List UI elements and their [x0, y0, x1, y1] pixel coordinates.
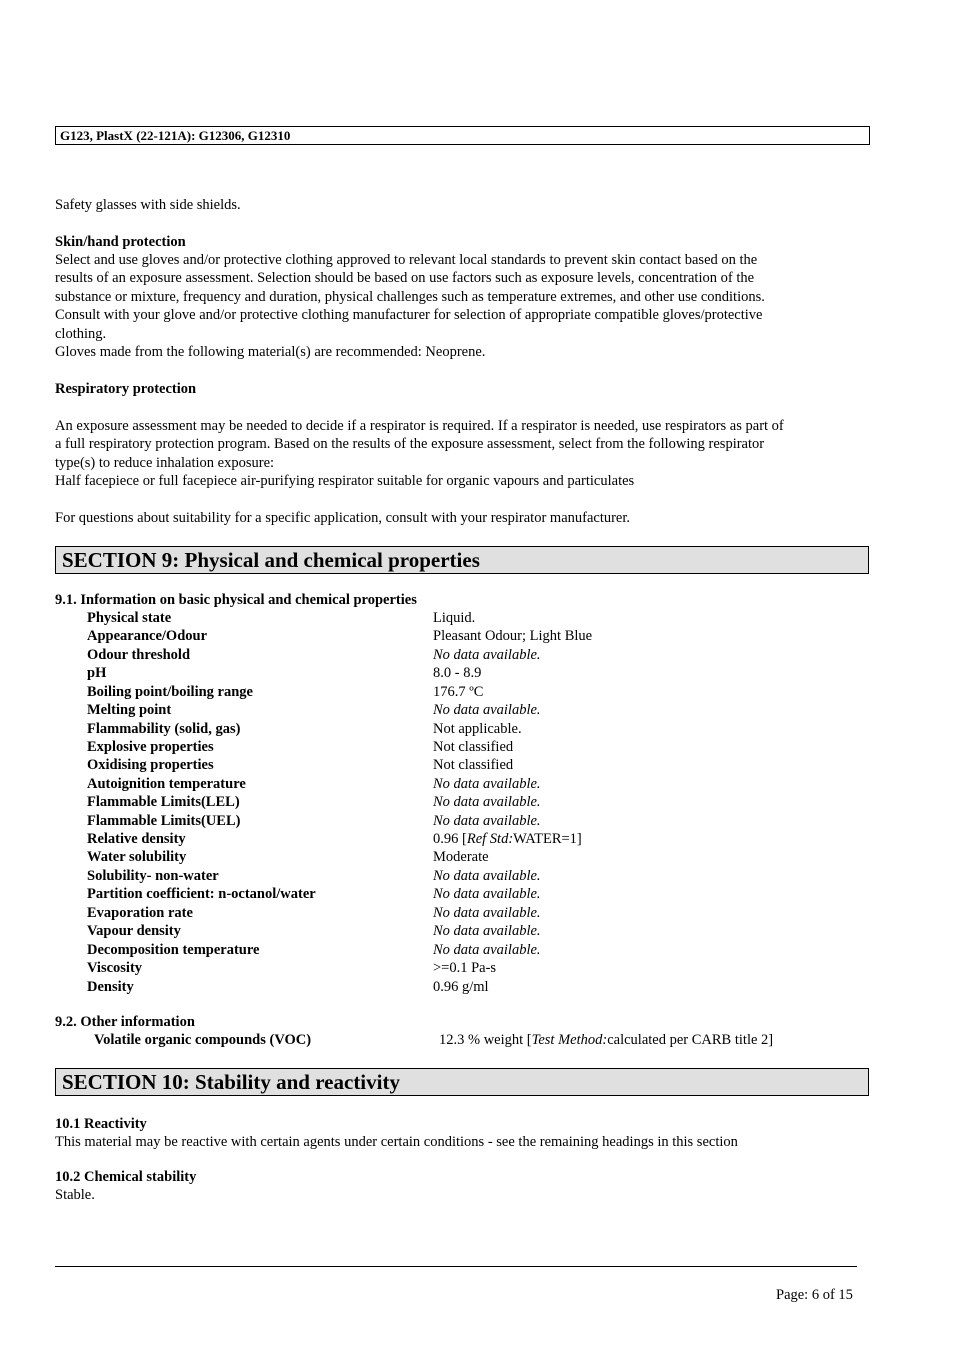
- property-value: Not applicable.: [433, 721, 522, 737]
- property-value: 0.96 g/ml: [433, 979, 489, 995]
- property-value: >=0.1 Pa-s: [433, 960, 497, 976]
- property-label: Boiling point/boiling range: [87, 684, 253, 700]
- property-value: No data available.: [433, 923, 541, 939]
- eye-protection-text: Safety glasses with side shields.: [55, 197, 241, 213]
- property-label: pH: [87, 665, 107, 681]
- skin-protection-body: [55, 251, 870, 361]
- property-label: Evaporation rate: [87, 905, 193, 921]
- voc-amount: 12.3 % weight [: [439, 1032, 532, 1048]
- property-label: Physical state: [87, 610, 172, 626]
- relative-density-ref-label: Ref Std:: [466, 831, 514, 847]
- property-value: [433, 830, 582, 848]
- respiratory-protection-heading: Respiratory protection: [55, 381, 197, 397]
- property-label: Relative density: [87, 831, 186, 847]
- respiratory-line: An exposure assessment may be needed to decide if a respirator is required. If a respirator is needed, use respirators as part of: [55, 418, 784, 434]
- property-value: Liquid.: [433, 610, 476, 626]
- respiratory-protection-body: [55, 417, 870, 491]
- section-10-title: SECTION 10: Stability and reactivity: [55, 1068, 869, 1096]
- chemical-stability-text: Stable.: [55, 1187, 95, 1203]
- property-value: No data available.: [433, 886, 541, 902]
- skin-line: substance or mixture, frequency and duration, physical challenges such as temperature extremes, and other use conditions.: [55, 288, 765, 305]
- skin-line: clothing.: [55, 325, 107, 342]
- property-label: Flammable Limits(LEL): [87, 794, 240, 810]
- relative-density-ref: WATER=1]: [513, 831, 582, 847]
- property-label: Water solubility: [87, 849, 187, 865]
- property-value: No data available.: [433, 905, 541, 921]
- property-value: No data available.: [433, 776, 541, 792]
- property-label: Density: [87, 979, 134, 995]
- voc-label: Volatile organic compounds (VOC): [94, 1032, 312, 1048]
- skin-line: results of an exposure assessment. Selection should be based on use factors such as exposure levels, concentration of the: [55, 270, 755, 287]
- property-label: Decomposition temperature: [87, 942, 260, 958]
- property-label: Vapour density: [87, 923, 181, 939]
- respiratory-line: type(s) to reduce inhalation exposure:: [55, 454, 275, 471]
- reactivity-text: This material may be reactive with certain agents under certain conditions - see the remaining headings in this section: [55, 1134, 738, 1150]
- property-value: No data available.: [433, 942, 541, 958]
- property-value: Not classified: [433, 757, 514, 773]
- product-identifier: G123, PlastX (22-121A): G12306, G12310: [60, 128, 291, 143]
- property-value: No data available.: [433, 702, 541, 718]
- property-label: Melting point: [87, 702, 172, 718]
- property-label: Solubility- non-water: [87, 868, 219, 884]
- property-label: Partition coefficient: n-octanol/water: [87, 886, 316, 902]
- property-value: Moderate: [433, 849, 489, 865]
- property-label: Appearance/Odour: [87, 628, 208, 644]
- section-9-2-heading: 9.2. Other information: [55, 1014, 195, 1030]
- skin-protection-heading: Skin/hand protection: [55, 234, 186, 250]
- property-value: No data available.: [433, 647, 541, 663]
- property-value: No data available.: [433, 813, 541, 829]
- property-label: Explosive properties: [87, 739, 214, 755]
- property-value: 8.0 - 8.9: [433, 665, 482, 681]
- voc-value: [439, 1031, 773, 1049]
- skin-line: Select and use gloves and/or protective clothing approved to relevant local standards to prevent skin contact based on the: [55, 252, 758, 268]
- page-number: Page: 6 of 15: [776, 1287, 853, 1303]
- chemical-stability-heading: 10.2 Chemical stability: [55, 1169, 197, 1185]
- reactivity-heading: 10.1 Reactivity: [55, 1116, 147, 1132]
- footer-divider: [55, 1266, 857, 1267]
- respiratory-line: Half facepiece or full facepiece air-purifying respirator suitable for organic vapours and particulates: [55, 473, 635, 490]
- voc-method: calculated per CARB title 2]: [607, 1032, 774, 1048]
- document-header: [55, 126, 870, 145]
- property-label: Odour threshold: [87, 647, 191, 663]
- section-9-title: SECTION 9: Physical and chemical properties: [55, 546, 869, 574]
- property-value: No data available.: [433, 868, 541, 884]
- respiratory-line: a full respiratory protection program. Based on the results of the exposure assessment, select from the following respirator: [55, 436, 765, 453]
- respiratory-note: For questions about suitability for a specific application, consult with your respirator manufacturer.: [55, 510, 631, 526]
- property-label: Viscosity: [87, 960, 143, 976]
- property-value: Not classified: [433, 739, 514, 755]
- property-label: Oxidising properties: [87, 757, 214, 773]
- skin-line: Gloves made from the following material(s) are recommended: Neoprene.: [55, 344, 486, 361]
- relative-density-number: 0.96 [: [433, 831, 467, 847]
- property-value: Pleasant Odour; Light Blue: [433, 628, 593, 644]
- voc-method-label: Test Method:: [531, 1032, 608, 1048]
- property-value: No data available.: [433, 794, 541, 810]
- skin-line: Consult with your glove and/or protective clothing manufacturer for selection of appropriate compatible gloves/protective: [55, 307, 763, 324]
- section-9-1-heading: 9.1. Information on basic physical and chemical properties: [55, 592, 417, 608]
- property-label: Flammable Limits(UEL): [87, 813, 241, 829]
- property-label: Flammability (solid, gas): [87, 721, 241, 737]
- property-label: Autoignition temperature: [87, 776, 246, 792]
- property-value: 176.7 ºC: [433, 684, 484, 700]
